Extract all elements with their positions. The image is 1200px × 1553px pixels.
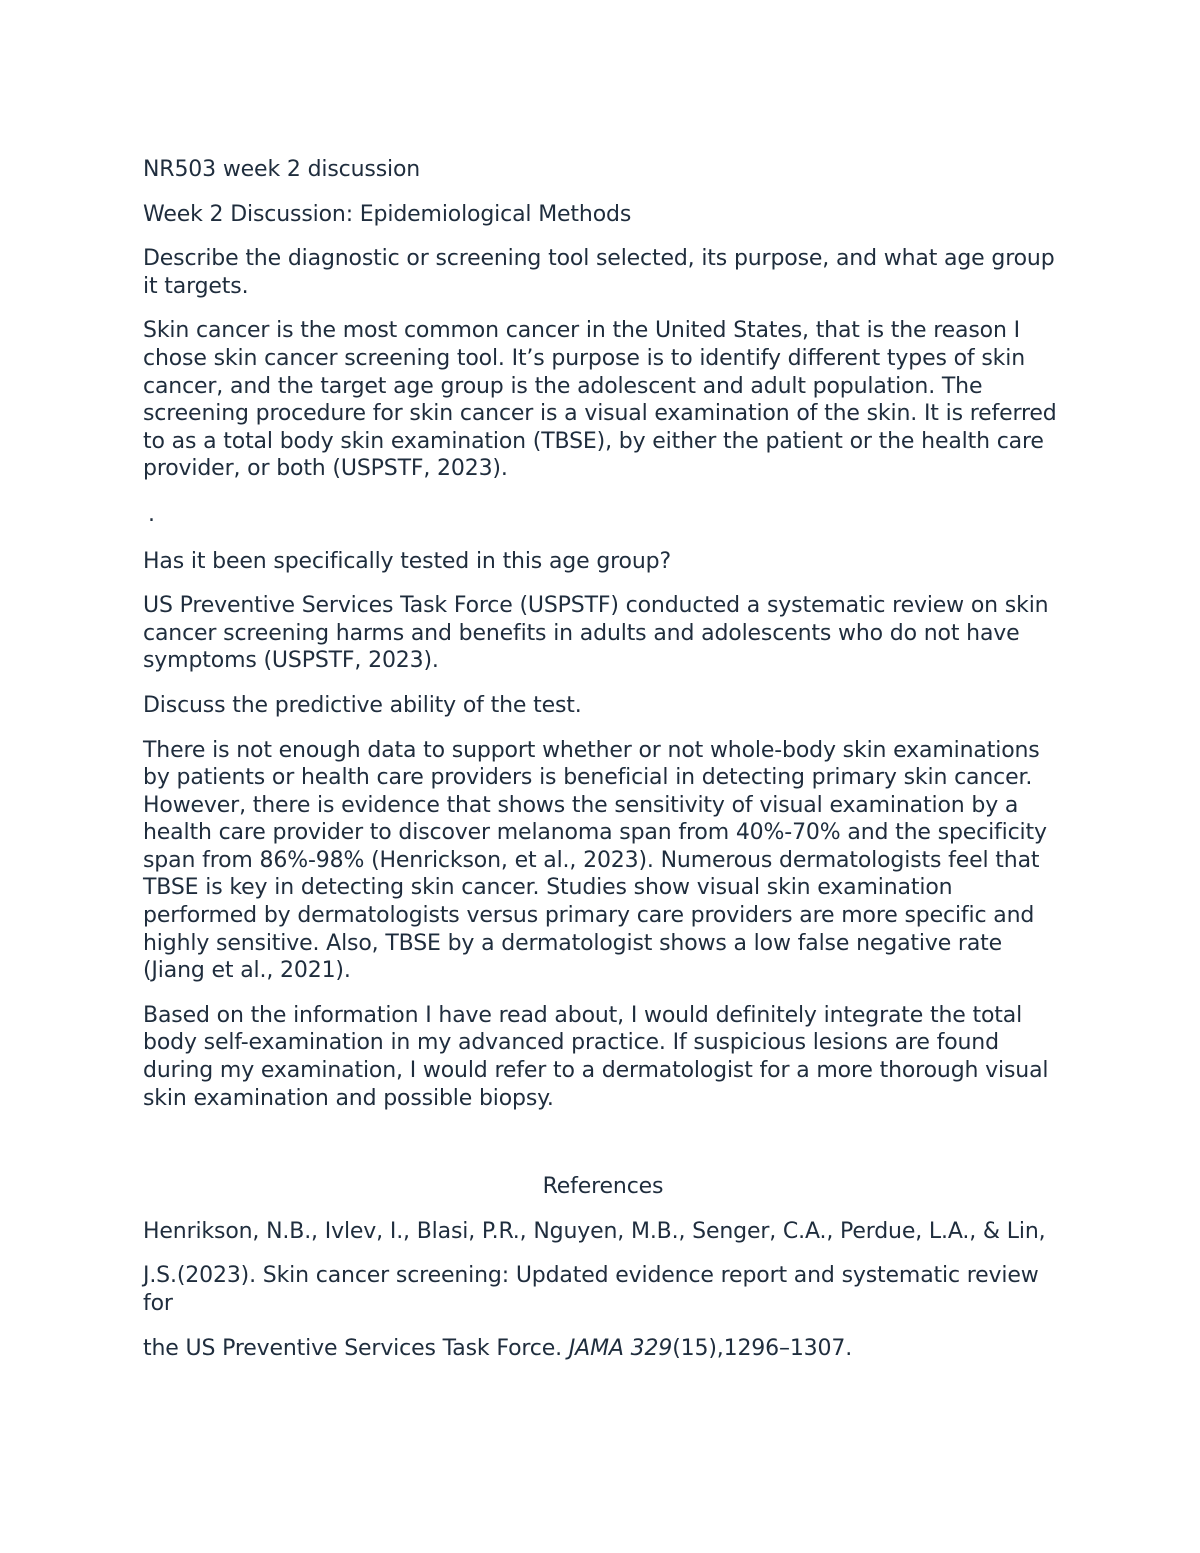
discussion-title: Week 2 Discussion: Epidemiological Methods (143, 201, 632, 227)
course-title: NR503 week 2 discussion (143, 157, 421, 182)
answer-4: Based on the information I have read about, I would definitely integrate the total body self-examination in my advanced practice. If suspicious lesions are found during my examination, I would refer to a dermatologist for a more thorough visual skin examination and possible biopsy. (143, 1002, 1049, 1111)
reference-line-3 (143, 1335, 1063, 1363)
references-heading: References (542, 1174, 664, 1200)
journal-name: JAMA 329 (568, 1335, 673, 1361)
spacer (143, 529, 1063, 548)
question-3: Discuss the predictive ability of the test. (143, 692, 582, 718)
stray-period: . (148, 501, 155, 527)
answer-2: US Preventive Services Task Force (USPSTF) conducted a systematic review on skin cancer screening harms and benefits in adults and adolescents who do not have symptoms (USPSTF, 2023). (143, 593, 1049, 674)
answer-3: There is not enough data to support whether or not whole-body skin examinations by patients or health care providers is beneficial in detecting primary skin cancer. However, there is evidence that shows the sensitivity of visual examination by a health care provider to discover melanoma span from 40%-70% and the specificity span from 86%-98% (Henrickson, et al., 2023). Numerous dermatologists feel that TBSE is key in detecting skin cancer. Studies show visual skin examination performed by dermatologists versus primary care providers are more specific and highly sensitive. Also, TBSE by a dermatologist shows a low false negative rate (Jiang et al., 2021). (143, 737, 1047, 984)
reference-line-3-start: the US Preventive Services Task Force. (143, 1335, 569, 1361)
document-page (143, 156, 1063, 1379)
question-2: Has it been specifically tested in this age group? (143, 548, 671, 574)
answer-1: Skin cancer is the most common cancer in the United States, that is the reason I chose skin cancer screening tool. It’s purpose is to identify different types of skin cancer, and the target age group is the adolescent and adult population. The screening procedure for skin cancer is a visual examination of the skin. It is referred to as a total body skin examination (TBSE), by either the patient or the health care provider, or both (USPSTF, 2023). (143, 318, 1057, 482)
reference-line-3-end: (15),1296–1307. (672, 1335, 853, 1361)
reference-line-1: Henrikson, N.B., Ivlev, I., Blasi, P.R., Nguyen, M.B., Senger, C.A., Perdue, L.A., & Lin, (143, 1218, 1046, 1244)
reference-line-2: J.S.(2023). Skin cancer screening: Updated evidence report and systematic review for (143, 1263, 1039, 1316)
question-1: Describe the diagnostic or screening tool selected, its purpose, and what age group it targets. (143, 246, 1055, 299)
blank-line (143, 1129, 1063, 1173)
